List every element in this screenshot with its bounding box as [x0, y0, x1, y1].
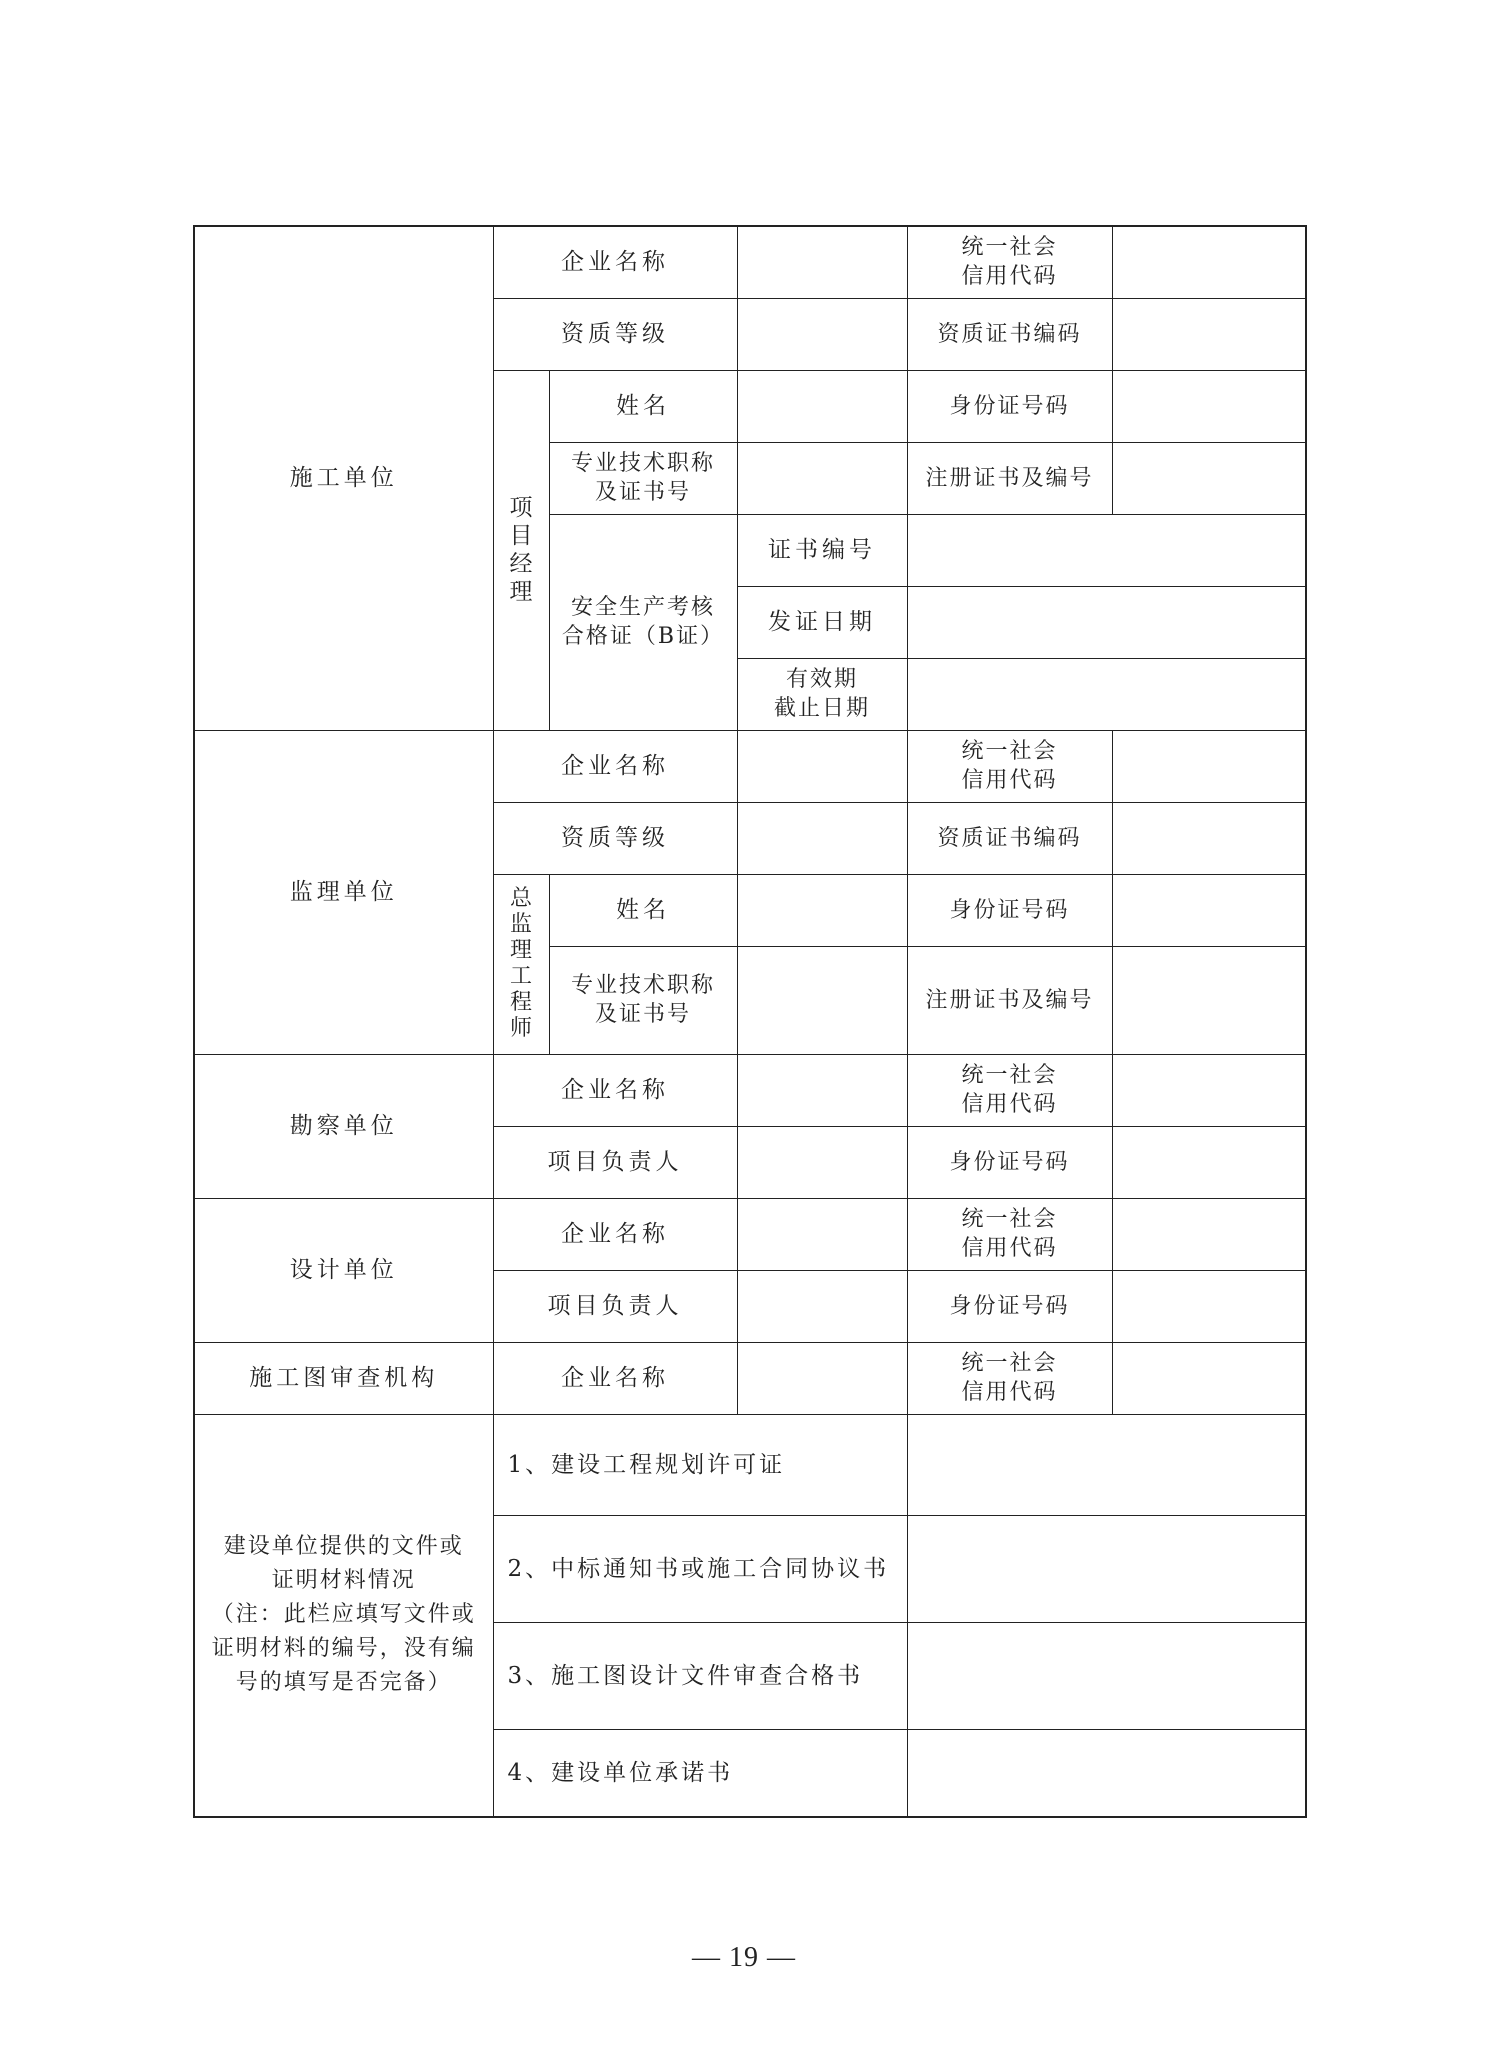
construction-credit-code-label: 统一社会 信用代码 [907, 226, 1112, 298]
supervision-qualification-level-field[interactable] [737, 802, 907, 874]
pm-tech-title-label: 专业技术职称 及证书号 [549, 442, 737, 514]
design-id-number-field[interactable] [1112, 1270, 1306, 1342]
construction-qualification-cert-label: 资质证书编码 [907, 298, 1112, 370]
survey-unit-label: 勘察单位 [194, 1054, 493, 1198]
pm-name-label: 姓名 [549, 370, 737, 442]
document-item-field[interactable] [907, 1515, 1306, 1622]
design-credit-code-label: 统一社会 信用代码 [907, 1198, 1112, 1270]
chief-engineer-name-field[interactable] [737, 874, 907, 946]
pm-name-field[interactable] [737, 370, 907, 442]
pm-registration-cert-field[interactable] [1112, 442, 1306, 514]
document-item-field[interactable] [907, 1414, 1306, 1515]
survey-project-lead-field[interactable] [737, 1126, 907, 1198]
chief-engineer-name-label: 姓名 [549, 874, 737, 946]
safety-cert-expiry-label: 有效期 截止日期 [737, 658, 907, 730]
construction-qualification-level-label: 资质等级 [493, 298, 737, 370]
document-item: 3、施工图设计文件审查合格书 [493, 1622, 907, 1729]
survey-credit-code-label: 统一社会 信用代码 [907, 1054, 1112, 1126]
construction-unit-label: 施工单位 [194, 226, 493, 730]
safety-cert-issue-date-field[interactable] [907, 586, 1306, 658]
page-number: — 19 — [692, 1942, 796, 1973]
construction-qualification-cert-field[interactable] [1112, 298, 1306, 370]
design-credit-code-field[interactable] [1112, 1198, 1306, 1270]
pm-id-number-label: 身份证号码 [907, 370, 1112, 442]
document-item-field[interactable] [907, 1729, 1306, 1817]
safety-cert-number-label: 证书编号 [737, 514, 907, 586]
supervision-qualification-cert-field[interactable] [1112, 802, 1306, 874]
document-item: 4、建设单位承诺书 [493, 1729, 907, 1817]
safety-cert-number-field[interactable] [907, 514, 1306, 586]
registration-form-table [193, 225, 1307, 1818]
chief-engineer-tech-title-label: 专业技术职称 及证书号 [549, 946, 737, 1054]
pm-tech-title-field[interactable] [737, 442, 907, 514]
supervision-company-name-label: 企业名称 [493, 730, 737, 802]
chief-engineer-id-label: 身份证号码 [907, 874, 1112, 946]
supervision-qualification-cert-label: 资质证书编码 [907, 802, 1112, 874]
survey-id-number-label: 身份证号码 [907, 1126, 1112, 1198]
project-manager-label: 项 目 经 理 [493, 370, 549, 730]
chief-engineer-registration-field[interactable] [1112, 946, 1306, 1054]
supervision-company-name-field[interactable] [737, 730, 907, 802]
survey-company-name-label: 企业名称 [493, 1054, 737, 1126]
survey-credit-code-field[interactable] [1112, 1054, 1306, 1126]
chief-engineer-registration-label: 注册证书及编号 [907, 946, 1112, 1054]
survey-id-number-field[interactable] [1112, 1126, 1306, 1198]
chief-engineer-label: 总 监 理 工 程 师 [493, 874, 549, 1054]
design-company-name-label: 企业名称 [493, 1198, 737, 1270]
survey-company-name-field[interactable] [737, 1054, 907, 1126]
safety-cert-expiry-field[interactable] [907, 658, 1306, 730]
review-credit-code-label: 统一社会 信用代码 [907, 1342, 1112, 1414]
safety-cert-issue-date-label: 发证日期 [737, 586, 907, 658]
chief-engineer-id-field[interactable] [1112, 874, 1306, 946]
review-agency-label: 施工图审查机构 [194, 1342, 493, 1414]
construction-credit-code-field[interactable] [1112, 226, 1306, 298]
review-company-name-field[interactable] [737, 1342, 907, 1414]
documents-section-label: 建设单位提供的文件或 证明材料情况 （注：此栏应填写文件或 证明材料的编号，没有编 号的填写是否完备） [194, 1414, 493, 1817]
survey-project-lead-label: 项目负责人 [493, 1126, 737, 1198]
construction-company-name-label: 企业名称 [493, 226, 737, 298]
design-company-name-field[interactable] [737, 1198, 907, 1270]
review-credit-code-field[interactable] [1112, 1342, 1306, 1414]
design-project-lead-field[interactable] [737, 1270, 907, 1342]
document-item: 2、中标通知书或施工合同协议书 [493, 1515, 907, 1622]
safety-cert-label: 安全生产考核 合格证（B证） [549, 514, 737, 730]
construction-qualification-level-field[interactable] [737, 298, 907, 370]
pm-id-number-field[interactable] [1112, 370, 1306, 442]
design-project-lead-label: 项目负责人 [493, 1270, 737, 1342]
chief-engineer-tech-title-field[interactable] [737, 946, 907, 1054]
supervision-qualification-level-label: 资质等级 [493, 802, 737, 874]
construction-company-name-field[interactable] [737, 226, 907, 298]
document-item-field[interactable] [907, 1622, 1306, 1729]
pm-registration-cert-label: 注册证书及编号 [907, 442, 1112, 514]
supervision-credit-code-label: 统一社会 信用代码 [907, 730, 1112, 802]
document-item: 1、建设工程规划许可证 [493, 1414, 907, 1515]
review-company-name-label: 企业名称 [493, 1342, 737, 1414]
design-unit-label: 设计单位 [194, 1198, 493, 1342]
supervision-unit-label: 监理单位 [194, 730, 493, 1054]
design-id-number-label: 身份证号码 [907, 1270, 1112, 1342]
supervision-credit-code-field[interactable] [1112, 730, 1306, 802]
